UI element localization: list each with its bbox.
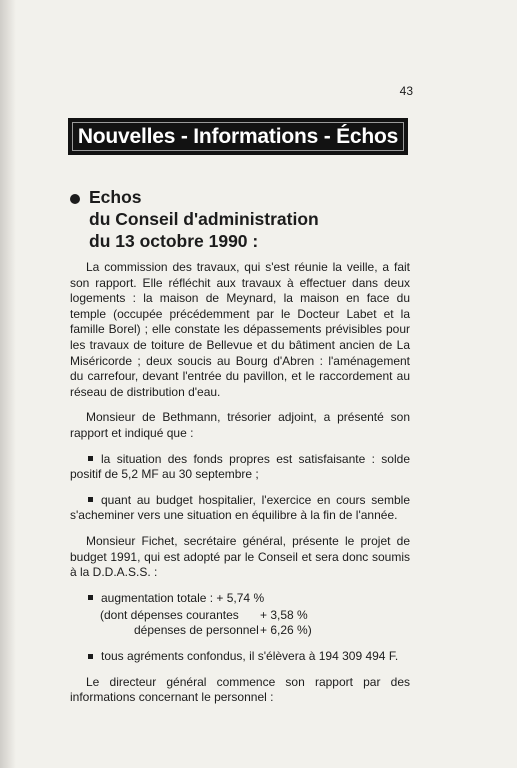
- list-item-augmentation: [70, 591, 410, 607]
- page-number: 43: [399, 84, 413, 98]
- list-item-text: tous agréments confondus, il s'élèvera à 194 309 494 F.: [101, 649, 399, 664]
- page-gutter-shadow: [0, 0, 16, 768]
- square-bullet-icon: [88, 497, 93, 502]
- article-heading: [70, 186, 319, 252]
- heading-bullet-icon: [70, 194, 80, 204]
- heading-line-1: Echos: [89, 187, 142, 207]
- list-item-budget-hospitalier: [70, 493, 410, 524]
- paragraph-travaux: La commission des travaux, qui s'est réunie la veille, a fait son rapport. Elle réfléchit aux travaux à effectuer dans deux logements : la maison de Meynard, la maison en face du temple (occupée précédemment par le Docteur Labet et la famille Borel) ; elle constate les dépassements prévisibles pour les travaux de toiture de Bellevue et du bâtiment ancien de La Miséricorde ; deux soucis au Bourg d'Abren : l'aménagement du carrefour, devant l'entrée du pavillon, et le raccordement au réseau de distribution d'eau.: [70, 260, 410, 399]
- heading-line-3: du 13 octobre 1990 :: [89, 231, 259, 251]
- paragraph-budget-1991: Monsieur Fichet, secrétaire général, présente le projet de budget 1991, qui est adopté par le Conseil et sera donc soumis à la D.D.A.S.S. :: [70, 533, 410, 580]
- list-item-text: la situation des fonds propres est satisfaisante : solde positif de 5,2 MF au 30 septembre ;: [70, 451, 410, 482]
- breakdown-label-personnel: dépenses de personnel: [134, 623, 259, 638]
- square-bullet-icon: [88, 456, 93, 461]
- list-item-fonds-propres: [70, 452, 410, 483]
- list-item-text: augmentation totale : + 5,74 %: [101, 590, 265, 605]
- paragraph-tresorier: Monsieur de Bethmann, trésorier adjoint, a présenté son rapport et indiqué que :: [70, 410, 410, 440]
- breakdown-value-courantes: + 3,58 %: [260, 608, 308, 623]
- list-item-text: quant au budget hospitalier, l'exercice en cours semble s'acheminer vers une situation en équilibre à la fin de l'année.: [70, 492, 410, 523]
- breakdown-label-courantes: (dont dépenses courantes: [100, 608, 239, 623]
- paragraph-directeur: Le directeur général commence son rapport par des informations concernant le personnel :: [70, 674, 410, 705]
- article-body: [70, 260, 410, 706]
- section-banner: Nouvelles - Informations - Échos: [68, 118, 408, 155]
- square-bullet-icon: [88, 654, 93, 659]
- budget-breakdown: [100, 608, 410, 639]
- square-bullet-icon: [88, 595, 93, 600]
- list-item-agrements: [70, 649, 410, 665]
- breakdown-value-personnel: + 6,26 %): [260, 623, 312, 638]
- heading-line-2: du Conseil d'administration: [89, 209, 319, 229]
